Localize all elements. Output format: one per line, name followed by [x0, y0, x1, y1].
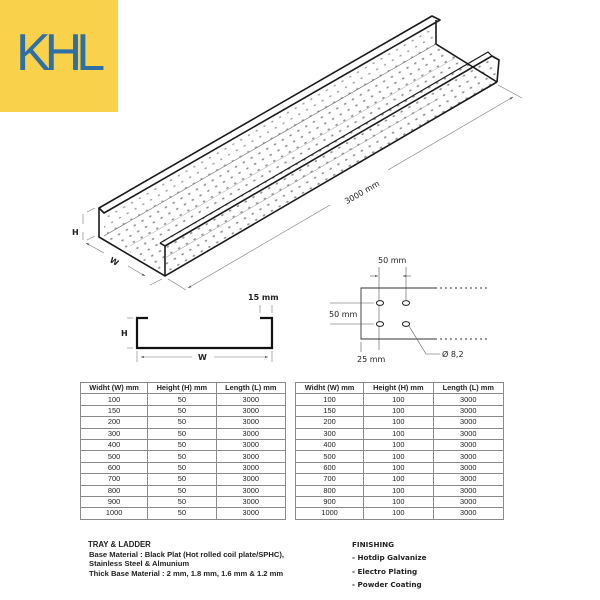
- table-row: [81, 405, 286, 416]
- cell: 150: [81, 405, 148, 416]
- col-length: Length (L) mm: [216, 383, 285, 394]
- cell: 3000: [216, 417, 285, 428]
- table-row: [81, 394, 286, 405]
- hole-pattern-detail: [329, 256, 488, 364]
- table-row: [296, 474, 504, 485]
- table-row: [81, 485, 286, 496]
- cell: 3000: [433, 417, 503, 428]
- cell: 3000: [433, 428, 503, 439]
- cell: 3000: [433, 508, 503, 519]
- cell: 500: [296, 451, 364, 462]
- lip-label: 15 mm: [248, 293, 279, 302]
- cell: 3000: [216, 508, 285, 519]
- cell: 3000: [433, 451, 503, 462]
- cell: 1000: [81, 508, 148, 519]
- cell: 150: [296, 405, 364, 416]
- cell: 50: [148, 508, 216, 519]
- table-row: [296, 485, 504, 496]
- cell: 900: [81, 496, 148, 507]
- cell: 50: [148, 474, 216, 485]
- cell: 800: [81, 485, 148, 496]
- cell: 50: [148, 417, 216, 428]
- cell: 3000: [216, 451, 285, 462]
- table-header-row: [81, 383, 286, 394]
- cell: 50: [148, 451, 216, 462]
- cell: 3000: [433, 496, 503, 507]
- cell: 3000: [433, 394, 503, 405]
- table-row: [296, 405, 504, 416]
- cell: 300: [296, 428, 364, 439]
- finishing-heading: FINISHING: [352, 540, 395, 549]
- cell: 100: [81, 394, 148, 405]
- table-row: [296, 462, 504, 473]
- profile-width-label: W: [198, 353, 207, 362]
- cell: 100: [364, 417, 433, 428]
- table-row: [296, 496, 504, 507]
- cell: 100: [364, 394, 433, 405]
- col-width: Widht (W) mm: [296, 383, 364, 394]
- cell: 3000: [433, 439, 503, 450]
- cell: 100: [364, 474, 433, 485]
- cell: 50: [148, 462, 216, 473]
- cell: 100: [364, 462, 433, 473]
- cell: 500: [81, 451, 148, 462]
- table-row: [81, 417, 286, 428]
- cell: 50: [148, 394, 216, 405]
- col-width: Widht (W) mm: [81, 383, 148, 394]
- cell: 700: [81, 474, 148, 485]
- cell: 3000: [433, 462, 503, 473]
- cell: 3000: [216, 474, 285, 485]
- cell: 50: [148, 485, 216, 496]
- finishing-item: - Electro Plating: [352, 566, 418, 576]
- cell: 700: [296, 474, 364, 485]
- length-label: 3000 mm: [343, 178, 382, 207]
- table-row: [296, 417, 504, 428]
- table-header-row: [296, 383, 504, 394]
- cell: 100: [364, 405, 433, 416]
- cell: 3000: [216, 439, 285, 450]
- cell: 400: [81, 439, 148, 450]
- cell: 3000: [216, 462, 285, 473]
- material-line: Thick Base Material : 2 mm, 1.8 mm, 1.6 mm & 1.2 mm: [89, 568, 284, 578]
- table-row: [81, 451, 286, 462]
- table-row: [296, 394, 504, 405]
- cell: 3000: [216, 405, 285, 416]
- col-length: Length (L) mm: [433, 383, 503, 394]
- iso-height-label: H: [72, 228, 79, 237]
- table-row: [81, 508, 286, 519]
- profile-section: [121, 293, 279, 362]
- col-height: Height (H) mm: [148, 383, 216, 394]
- hole-pitch-horizontal-label: 50 mm: [378, 256, 407, 265]
- cell: 600: [81, 462, 148, 473]
- cell: 1000: [296, 508, 364, 519]
- cell: 200: [296, 417, 364, 428]
- cell: 3000: [216, 496, 285, 507]
- cell: 50: [148, 496, 216, 507]
- col-height: Height (H) mm: [364, 383, 433, 394]
- cell: 100: [364, 508, 433, 519]
- cell: 800: [296, 485, 364, 496]
- edge-offset-label: 25 mm: [357, 355, 386, 364]
- material-spec: [88, 540, 284, 578]
- table-row: [296, 428, 504, 439]
- cell: 50: [148, 439, 216, 450]
- table-row: [296, 508, 504, 519]
- cell: 600: [296, 462, 364, 473]
- cell: 200: [81, 417, 148, 428]
- table-row: [81, 462, 286, 473]
- finishing-spec: [352, 540, 427, 594]
- profile-height-label: H: [121, 329, 128, 338]
- cell: 300: [81, 428, 148, 439]
- material-line: Stainless Steel & Almunium: [89, 559, 190, 569]
- cell: 3000: [216, 394, 285, 405]
- cell: 50: [148, 428, 216, 439]
- hole-pitch-vertical-label: 50 mm: [329, 310, 358, 319]
- table-row: [81, 439, 286, 450]
- cell: 3000: [216, 485, 285, 496]
- table-row: [81, 474, 286, 485]
- iso-width-label: W: [108, 255, 121, 268]
- cell: 3000: [216, 428, 285, 439]
- spec-table-height-50: [80, 382, 286, 520]
- cell: 100: [364, 485, 433, 496]
- table-row: [296, 439, 504, 450]
- cell: 400: [296, 439, 364, 450]
- spec-table-height-100: [295, 382, 504, 520]
- material-heading: TRAY & LADDER: [88, 540, 151, 549]
- cell: 3000: [433, 405, 503, 416]
- cell: 900: [296, 496, 364, 507]
- finishing-item: - Hotdip Galvanize: [352, 553, 427, 562]
- cell: 3000: [433, 474, 503, 485]
- cell: 100: [364, 496, 433, 507]
- table-row: [81, 496, 286, 507]
- logo-text: KHL: [16, 24, 100, 82]
- finishing-item: - Powder Coating: [352, 580, 422, 590]
- table-row: [81, 428, 286, 439]
- cell: 100: [364, 439, 433, 450]
- cell: 100: [364, 428, 433, 439]
- cell: 100: [296, 394, 364, 405]
- material-line: Base Material : Black Plat (Hot rolled coil plate/SPHC),: [89, 549, 284, 559]
- cell: 50: [148, 405, 216, 416]
- cable-tray-isometric: [99, 16, 499, 276]
- cell: 3000: [433, 485, 503, 496]
- table-row: [296, 451, 504, 462]
- hole-diameter-label: Ø 8,2: [442, 350, 464, 359]
- cell: 100: [364, 451, 433, 462]
